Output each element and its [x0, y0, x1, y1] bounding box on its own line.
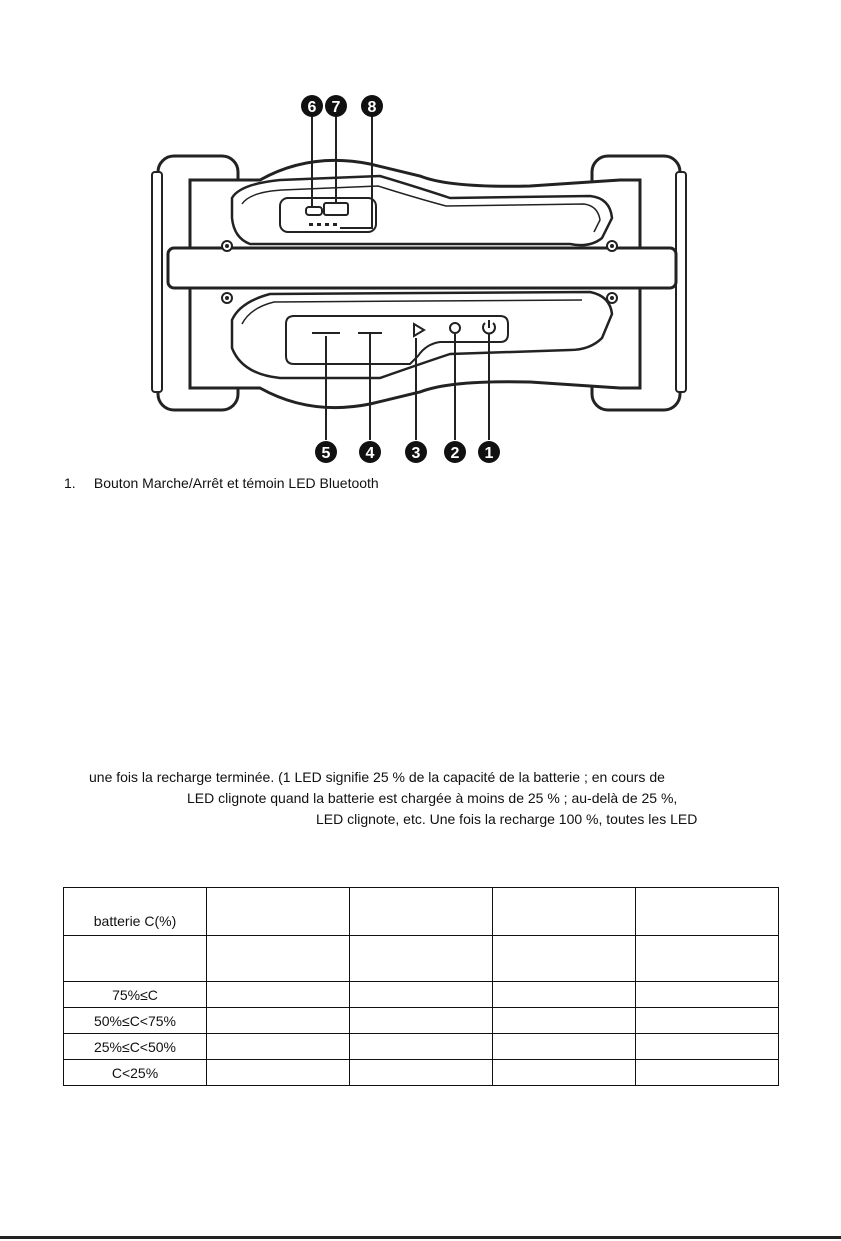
center-bar: [168, 248, 676, 288]
paragraph-line-2: LED clignote quand la batterie est chargée à moins de 25 % ; au-delà de 25 %,: [187, 790, 678, 806]
callout-badge-3: [405, 441, 427, 463]
callout-badge-8: [361, 95, 383, 117]
callout-badge-4: [359, 441, 381, 463]
page-bottom-rule: [0, 1236, 841, 1239]
row-label: 75%≤C: [64, 982, 207, 1008]
table-subheader-row: [64, 936, 779, 982]
caption-text: Bouton Marche/Arrêt et témoin LED Bluetooth: [93, 475, 379, 491]
speaker-illustration: [150, 88, 690, 466]
svg-text:7: 7: [331, 99, 341, 116]
callout-badge-7: [325, 95, 347, 117]
caption-number: 1.: [64, 475, 76, 491]
table-row: [64, 1060, 779, 1086]
svg-text:3: 3: [411, 445, 421, 462]
row-label: 25%≤C<50%: [64, 1034, 207, 1060]
callout-badge-1: [478, 441, 500, 463]
speaker-diagram: [150, 88, 690, 466]
svg-text:8: 8: [367, 99, 377, 116]
row-label: 50%≤C<75%: [64, 1008, 207, 1034]
row-label: C<25%: [64, 1060, 207, 1086]
table-header-cell: [207, 888, 350, 936]
table-header-cell: [64, 888, 207, 936]
svg-text:2: 2: [450, 445, 460, 462]
battery-table: [63, 887, 779, 1086]
caption-item-1: [64, 475, 379, 491]
svg-text:5: 5: [321, 445, 331, 462]
table-header-cell: [636, 888, 779, 936]
table-header-cell: [493, 888, 636, 936]
table-row: [64, 982, 779, 1008]
table-row: [64, 1034, 779, 1060]
svg-text:6: 6: [307, 99, 317, 116]
paragraph-line-3: LED clignote, etc. Une fois la recharge 100 %, toutes les LED: [316, 811, 698, 827]
table-header-cell: [350, 888, 493, 936]
callout-badge-5: [315, 441, 337, 463]
table-row: [64, 1008, 779, 1034]
usb-a-port: [324, 203, 348, 215]
paragraph-line-1: une fois la recharge terminée. (1 LED signifie 25 % de la capacité de la batterie ; en cours de: [89, 769, 665, 785]
table-header-row: [64, 888, 779, 936]
svg-text:4: 4: [365, 445, 375, 462]
callout-badge-6: [301, 95, 323, 117]
usb-c-port: [306, 207, 322, 215]
callout-badge-2: [444, 441, 466, 463]
svg-text:1: 1: [484, 445, 494, 462]
header-battery-label: batterie C(%): [93, 913, 177, 929]
light-icon: [450, 323, 460, 333]
